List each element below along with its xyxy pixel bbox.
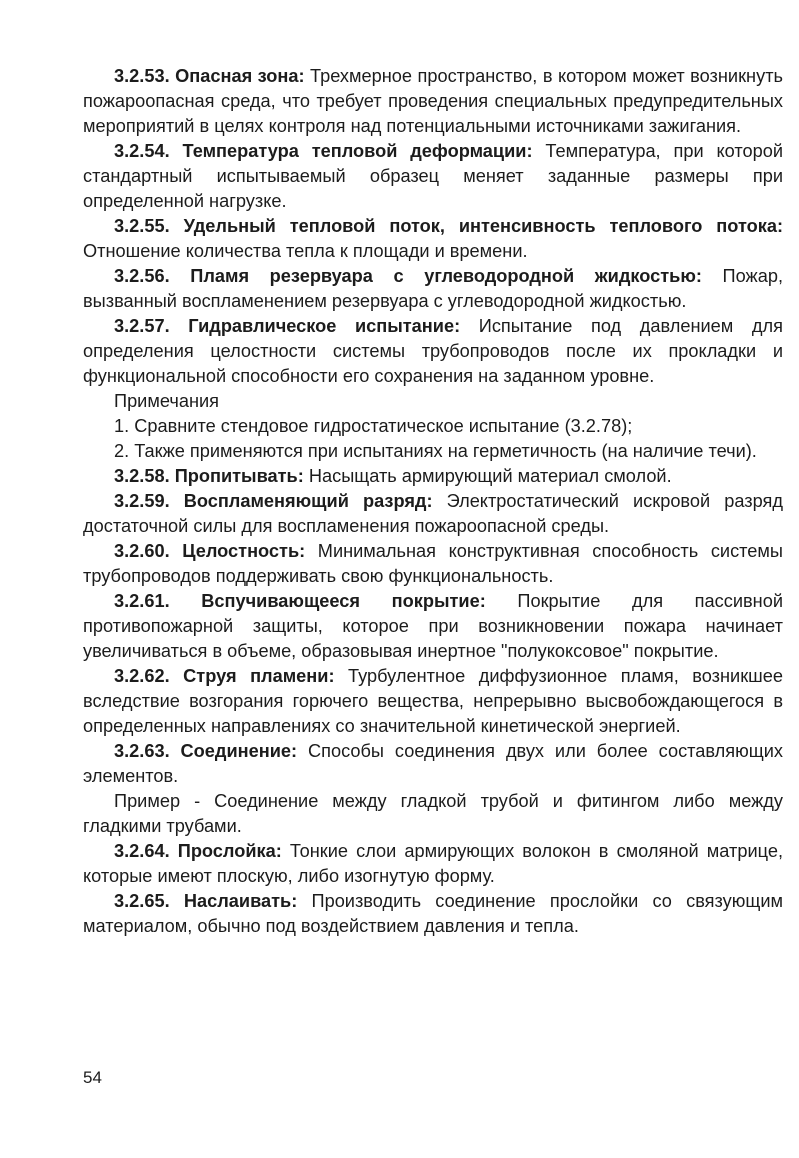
definition-number: 3.2.54. — [114, 141, 170, 161]
definition-3-2-54 — [83, 139, 783, 214]
definition-text: Способы соединения двух или более составляющих элементов. — [83, 741, 783, 786]
definition-3-2-57 — [83, 314, 783, 389]
definition-text: Минимальная конструктивная способность системы трубопроводов поддерживать свою функциональность. — [83, 541, 783, 586]
definition-term: Наслаивать: — [183, 891, 298, 911]
definition-number: 3.2.60. — [114, 541, 170, 561]
definition-term: Пламя резервуара с углеводородной жидкостью: — [190, 266, 702, 286]
definition-term: Вспучивающееся покрытие: — [201, 591, 486, 611]
note-item-2: 2. Также применяются при испытаниях на герметичность (на наличие течи). — [114, 441, 757, 461]
definition-text: Насыщать армирующий материал смолой. — [303, 466, 672, 486]
definition-3-2-65 — [83, 889, 783, 939]
definition-term: Целостность: — [182, 541, 306, 561]
definition-number: 3.2.59. — [114, 491, 170, 511]
definition-text: Электростатический искровой разряд достаточной силы для воспламенения пожароопасной среды. — [83, 491, 783, 536]
definition-text: Производить соединение прослойки со связующим материалом, обычно под воздействием давления и тепла. — [83, 891, 783, 936]
definition-3-2-55 — [83, 214, 783, 264]
definition-term: Прослойка: — [177, 841, 282, 861]
note-item-1: 1. Сравните стендовое гидростатическое испытание (3.2.78); — [114, 416, 633, 436]
definition-number: 3.2.56. — [114, 266, 170, 286]
definition-number: 3.2.61. — [114, 591, 170, 611]
definition-3-2-59 — [83, 489, 783, 539]
definition-text: Трехмерное пространство, в котором может возникнуть пожароопасная среда, что требует проведения специальных предупредительных мероприятий в целях контроля над потенциальными источниками зажигания. — [83, 66, 783, 136]
notes-heading: Примечания — [114, 391, 220, 411]
definition-number: 3.2.53. — [114, 66, 170, 86]
page-number: 54 — [83, 1068, 102, 1087]
definition-term: Соединение: — [180, 741, 298, 761]
definition-text: Турбулентное диффузионное пламя, возникшее вследствие возгорания горючего вещества, непрерывно высвобождающегося в определенных направлениях со значительной кинетической энергией. — [83, 666, 783, 736]
definition-text: Испытание под давлением для определения целостности системы трубопроводов после их прокладки и функциональной способности его сохранения на заданном уровне. — [83, 316, 783, 386]
definition-number: 3.2.62. — [114, 666, 170, 686]
definition-3-2-62 — [83, 664, 783, 739]
definition-number: 3.2.64. — [114, 841, 170, 861]
definition-text: Тонкие слои армирующих волокон в смоляной матрице, которые имеют плоскую, либо изогнутую форму. — [83, 841, 783, 886]
definition-term: Воспламеняющий разряд: — [183, 491, 433, 511]
definition-number: 3.2.55. — [114, 216, 170, 236]
definition-3-2-58 — [83, 464, 783, 489]
definition-3-2-61 — [83, 589, 783, 664]
definition-term: Удельный тепловой поток, интенсивность теплового потока: — [183, 216, 784, 236]
definition-number: 3.2.57. — [114, 316, 170, 336]
definition-3-2-53 — [83, 64, 783, 139]
definition-3-2-63 — [83, 739, 783, 789]
definition-term: Опасная зона: — [175, 66, 305, 86]
definition-term: Струя пламени: — [183, 666, 335, 686]
definition-3-2-64 — [83, 839, 783, 889]
definition-text: Температура, при которой стандартный испытываемый образец меняет заданные размеры при определенной нагрузке. — [83, 141, 784, 211]
definition-text: Пожар, вызванный воспламенением резервуара с углеводородной жидкостью. — [83, 266, 783, 311]
definition-text: Отношение количества тепла к площади и времени. — [83, 241, 528, 261]
document-page — [83, 64, 783, 939]
definition-term: Гидравлическое испытание: — [188, 316, 461, 336]
definition-number: 3.2.65. — [114, 891, 170, 911]
definition-text: Покрытие для пассивной противопожарной защиты, которое при возникновении пожара начинает увеличиваться в объеме, образовывая инертное "полукоксовое" покрытие. — [83, 591, 783, 661]
example-paragraph: Пример - Соединение между гладкой трубой и фитингом либо между гладкими трубами. — [83, 791, 783, 836]
definition-term: Пропитывать: — [174, 466, 304, 486]
definition-term: Температура тепловой деформации: — [182, 141, 533, 161]
definition-number: 3.2.58. — [114, 466, 170, 486]
definition-3-2-56 — [83, 264, 783, 314]
definition-3-2-60 — [83, 539, 783, 589]
definition-number: 3.2.63. — [114, 741, 170, 761]
